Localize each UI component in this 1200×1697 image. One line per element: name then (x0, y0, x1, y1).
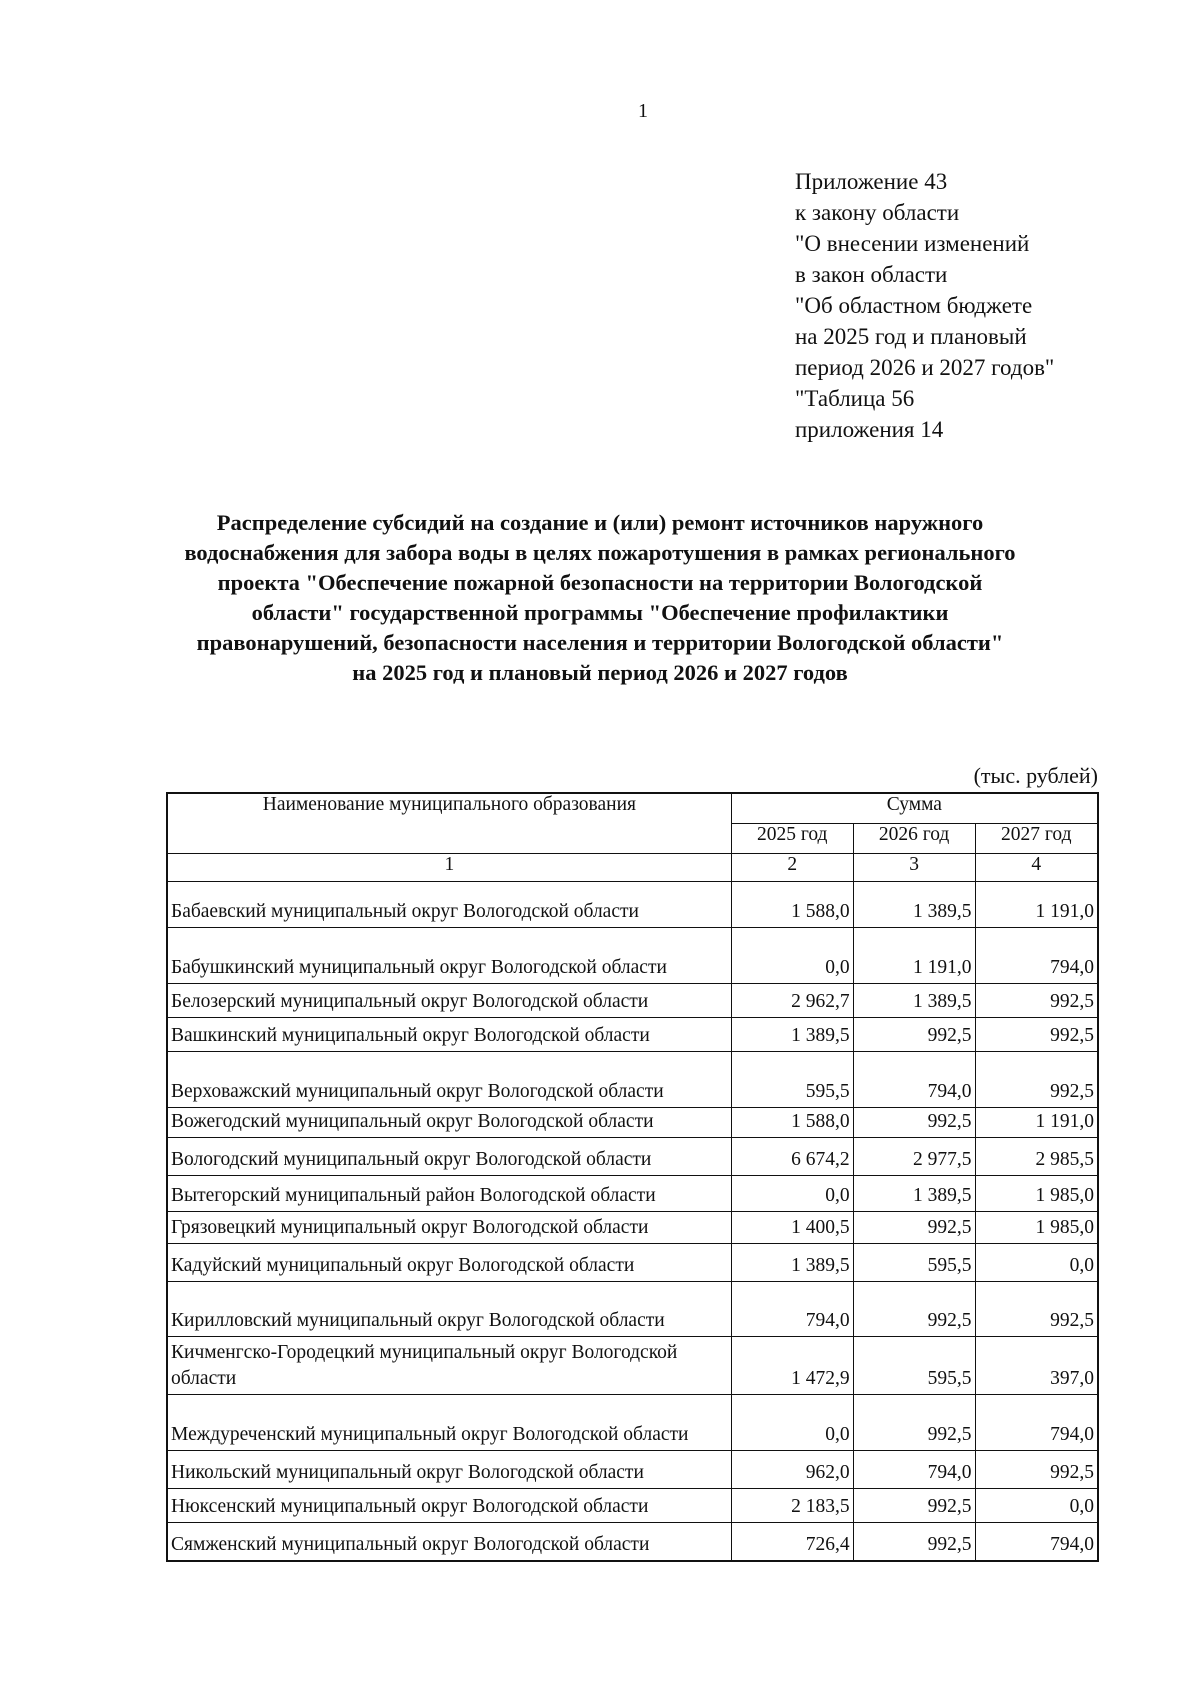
value-2026: 1 389,5 (853, 984, 975, 1018)
value-2027: 992,5 (975, 1018, 1098, 1052)
value-2025: 0,0 (731, 1395, 853, 1451)
table-row (167, 928, 1098, 984)
value-2025: 0,0 (731, 928, 853, 984)
municipality-name: Вологодский муниципальный округ Вологодской области (167, 1138, 731, 1176)
municipality-name: Междуреченский муниципальный округ Вологодской области (167, 1395, 731, 1451)
table-row (167, 1108, 1098, 1138)
table-row (167, 1489, 1098, 1523)
value-2026: 992,5 (853, 1523, 975, 1561)
title-line: проекта "Обеспечение пожарной безопасности на территории Вологодской (217, 570, 983, 595)
header-year-2026: 2026 год (853, 824, 975, 854)
value-2027: 1 191,0 (975, 882, 1098, 928)
appendix-line: к закону области (795, 200, 960, 225)
title-line: области" государственной программы "Обеспечение профилактики (251, 600, 949, 625)
appendix-line: "Об областном бюджете (795, 293, 1033, 318)
table-body (167, 882, 1098, 1561)
value-2025: 962,0 (731, 1451, 853, 1489)
value-2026: 992,5 (853, 1489, 975, 1523)
table-row (167, 1337, 1098, 1395)
table-row (167, 1282, 1098, 1337)
header-year-2025: 2025 год (731, 824, 853, 854)
value-2026: 1 389,5 (853, 1176, 975, 1212)
value-2027: 992,5 (975, 1451, 1098, 1489)
table-row (167, 1523, 1098, 1561)
title-line: на 2025 год и плановый период 2026 и 2027 годов (352, 660, 848, 685)
municipality-name: Нюксенский муниципальный округ Вологодской области (167, 1489, 731, 1523)
value-2025: 2 962,7 (731, 984, 853, 1018)
value-2025: 0,0 (731, 1176, 853, 1212)
table-header (167, 793, 1098, 882)
appendix-reference (795, 166, 1054, 445)
value-2027: 397,0 (975, 1337, 1098, 1395)
appendix-line: на 2025 год и плановый (795, 324, 1027, 349)
units-label: (тыс. рублей) (973, 763, 1098, 788)
municipality-name: Кадуйский муниципальный округ Вологодской области (167, 1244, 731, 1282)
value-2027: 0,0 (975, 1244, 1098, 1282)
municipality-name: Бабаевский муниципальный округ Вологодской области (167, 882, 731, 928)
document-title (150, 508, 1050, 688)
municipality-name: Грязовецкий муниципальный округ Вологодской области (167, 1212, 731, 1244)
subsidy-table (166, 792, 1099, 1562)
value-2027: 992,5 (975, 984, 1098, 1018)
value-2025: 1 389,5 (731, 1018, 853, 1052)
municipality-name: Вашкинский муниципальный округ Вологодской области (167, 1018, 731, 1052)
appendix-line: "Таблица 56 (795, 386, 915, 411)
table-row (167, 1018, 1098, 1052)
value-2026: 992,5 (853, 1018, 975, 1052)
table-row (167, 1052, 1098, 1108)
value-2026: 2 977,5 (853, 1138, 975, 1176)
value-2026: 595,5 (853, 1244, 975, 1282)
appendix-line: в закон области (795, 262, 948, 287)
appendix-line: Приложение 43 (795, 169, 948, 194)
page-number: 1 (638, 100, 648, 122)
value-2025: 1 472,9 (731, 1337, 853, 1395)
value-2027: 992,5 (975, 1282, 1098, 1337)
value-2025: 1 389,5 (731, 1244, 853, 1282)
value-2026: 794,0 (853, 1052, 975, 1108)
value-2026: 595,5 (853, 1337, 975, 1395)
municipality-name: Кирилловский муниципальный округ Вологодской области (167, 1282, 731, 1337)
header-sum: Сумма (731, 793, 1098, 824)
municipality-name: Бабушкинский муниципальный округ Вологодской области (167, 928, 731, 984)
value-2025: 595,5 (731, 1052, 853, 1108)
municipality-name: Вожегодский муниципальный округ Вологодской области (167, 1108, 731, 1138)
value-2026: 1 389,5 (853, 882, 975, 928)
table-row (167, 882, 1098, 928)
title-line: Распределение субсидий на создание и (или) ремонт источников наружного (216, 510, 984, 535)
appendix-line: приложения 14 (795, 417, 944, 442)
municipality-name: Белозерский муниципальный округ Вологодской области (167, 984, 731, 1018)
value-2027: 1 985,0 (975, 1176, 1098, 1212)
table-row (167, 1212, 1098, 1244)
value-2027: 1 985,0 (975, 1212, 1098, 1244)
municipality-name: Верховажский муниципальный округ Вологодской области (167, 1052, 731, 1108)
value-2026: 992,5 (853, 1212, 975, 1244)
value-2027: 794,0 (975, 928, 1098, 984)
value-2025: 1 588,0 (731, 1108, 853, 1138)
value-2025: 1 400,5 (731, 1212, 853, 1244)
value-2025: 794,0 (731, 1282, 853, 1337)
table-row (167, 1244, 1098, 1282)
column-number: 4 (975, 854, 1098, 882)
header-year-2027: 2027 год (975, 824, 1098, 854)
title-line: правонарушений, безопасности населения и территории Вологодской области" (196, 630, 1004, 655)
column-number: 1 (167, 854, 731, 882)
value-2025: 2 183,5 (731, 1489, 853, 1523)
table-row (167, 1451, 1098, 1489)
table-row (167, 1176, 1098, 1212)
municipality-name: Вытегорский муниципальный район Вологодской области (167, 1176, 731, 1212)
value-2027: 2 985,5 (975, 1138, 1098, 1176)
value-2026: 992,5 (853, 1282, 975, 1337)
value-2025: 726,4 (731, 1523, 853, 1561)
value-2027: 1 191,0 (975, 1108, 1098, 1138)
value-2026: 992,5 (853, 1395, 975, 1451)
value-2025: 6 674,2 (731, 1138, 853, 1176)
appendix-line: "О внесении изменений (795, 231, 1030, 256)
table-row (167, 1395, 1098, 1451)
value-2026: 794,0 (853, 1451, 975, 1489)
column-number: 3 (853, 854, 975, 882)
value-2025: 1 588,0 (731, 882, 853, 928)
table-row (167, 1138, 1098, 1176)
value-2026: 992,5 (853, 1108, 975, 1138)
value-2027: 794,0 (975, 1395, 1098, 1451)
value-2027: 992,5 (975, 1052, 1098, 1108)
column-number: 2 (731, 854, 853, 882)
table-row (167, 984, 1098, 1018)
appendix-line: период 2026 и 2027 годов" (795, 355, 1055, 380)
municipality-name: Кичменгско-Городецкий муниципальный округ Вологодской области (167, 1337, 731, 1395)
value-2026: 1 191,0 (853, 928, 975, 984)
municipality-name: Сямженский муниципальный округ Вологодской области (167, 1523, 731, 1561)
value-2027: 794,0 (975, 1523, 1098, 1561)
value-2027: 0,0 (975, 1489, 1098, 1523)
municipality-name: Никольский муниципальный округ Вологодской области (167, 1451, 731, 1489)
header-name: Наименование муниципального образования (167, 793, 731, 854)
title-line: водоснабжения для забора воды в целях пожаротушения в рамках регионального (184, 540, 1016, 565)
